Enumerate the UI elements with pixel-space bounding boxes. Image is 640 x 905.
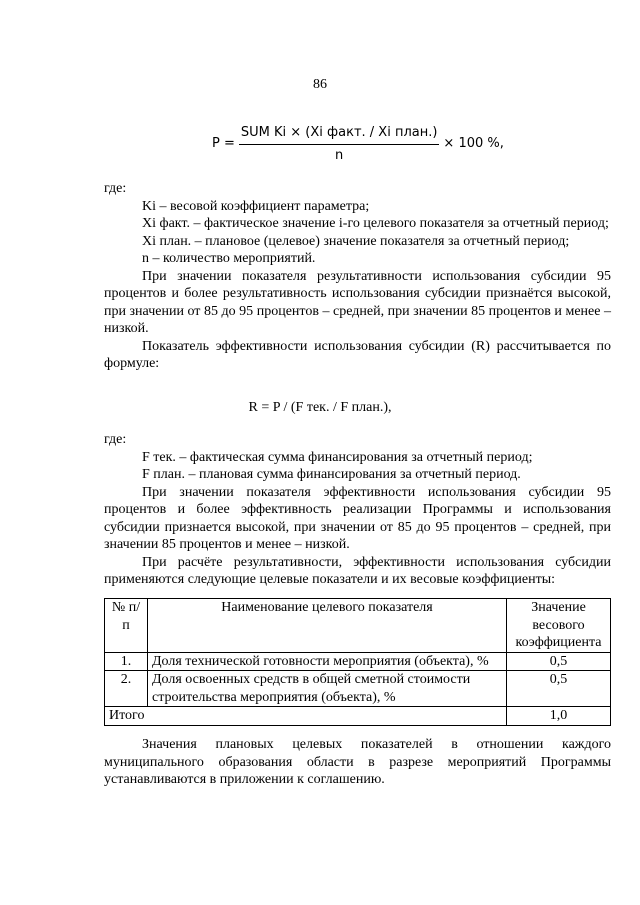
formula-p-denominator: n (335, 147, 344, 163)
formula-p (212, 122, 504, 166)
row-weight: 0,5 (507, 671, 611, 707)
row-weight: 0,5 (507, 652, 611, 671)
indicators-table (104, 598, 611, 726)
header-indicator-name: Наименование целевого показателя (148, 599, 507, 653)
row-indicator-name: Доля освоенных средств в общей сметной стоимости строительства мероприятия (объекта), % (148, 671, 507, 707)
row-indicator-name: Доля технической готовности мероприятия (объекта), % (148, 652, 507, 671)
paragraph-result-thresholds: При значении показателя результативности использования субсидии 95 процентов и более результативность использования субсидии признаётся высокой, при значении от 85 до 95 процентов – средней, при значении 85 процентов и менее – низкой. (104, 268, 611, 336)
total-label: Итого (105, 707, 507, 726)
formula-p-fraction (239, 124, 440, 164)
where-label: где: (104, 432, 127, 447)
text-block-definitions-r (104, 431, 611, 589)
definition-f-actual: F тек. – фактическая сумма финансирования за отчетный период; (142, 449, 533, 465)
row-number: 1. (105, 652, 148, 671)
definition-f-plan: F план. – плановая сумма финансирования за отчетный период. (142, 467, 521, 482)
paragraph-planned-values: Значения плановых целевых показателей в отношении каждого муниципального образования области в разрезе мероприятий Программы устанавливаются в приложении к соглашению. (104, 737, 611, 787)
paragraph-efficiency-thresholds: При значении показателя эффективности использования субсидии 95 процентов и более эффективность реализации Программы и использования субсидии признается высокой, при значении от 85 до 95 процентов – средней, при значении 85 процентов и менее – низкой. (104, 484, 611, 552)
page-number: 86 (313, 77, 327, 92)
table-total-row (105, 707, 611, 726)
formula-p-lhs: P = (212, 136, 235, 152)
row-number: 2. (105, 671, 148, 707)
formula-p-rhs: × 100 %, (443, 136, 504, 152)
header-weight: Значение весового коэффициента (507, 599, 611, 653)
definition-xi-plan: Xi план. – плановое (целевое) значение показателя за отчетный период; (142, 233, 570, 249)
paragraph-indicators-intro: При расчёте результативности, эффективности использования субсидии применяются следующие целевые показатели и их весовые коэффициенты: (104, 554, 611, 587)
formula-r: R = P / (F тек. / F план.), (248, 400, 392, 415)
total-weight: 1,0 (507, 707, 611, 726)
formula-p-numerator: SUM Ki × (Xi факт. / Xi план.) (239, 124, 440, 145)
definition-xi-fact: Xi факт. – фактическое значение i-го целевого показателя за отчетный период; (142, 216, 609, 231)
table-row (105, 671, 611, 707)
definition-ki: Ki – весовой коэффициент параметра; (142, 198, 370, 214)
paragraph-efficiency-intro: Показатель эффективности использования субсидии (R) рассчитывается по формуле: (104, 338, 611, 371)
text-block-closing (104, 736, 611, 789)
table-row (105, 652, 611, 671)
table-header-row (105, 599, 611, 653)
where-label: где: (104, 181, 127, 196)
header-number: № п/п (105, 599, 148, 653)
definition-n: n – количество мероприятий. (142, 251, 316, 266)
text-block-definitions-p (104, 180, 611, 373)
